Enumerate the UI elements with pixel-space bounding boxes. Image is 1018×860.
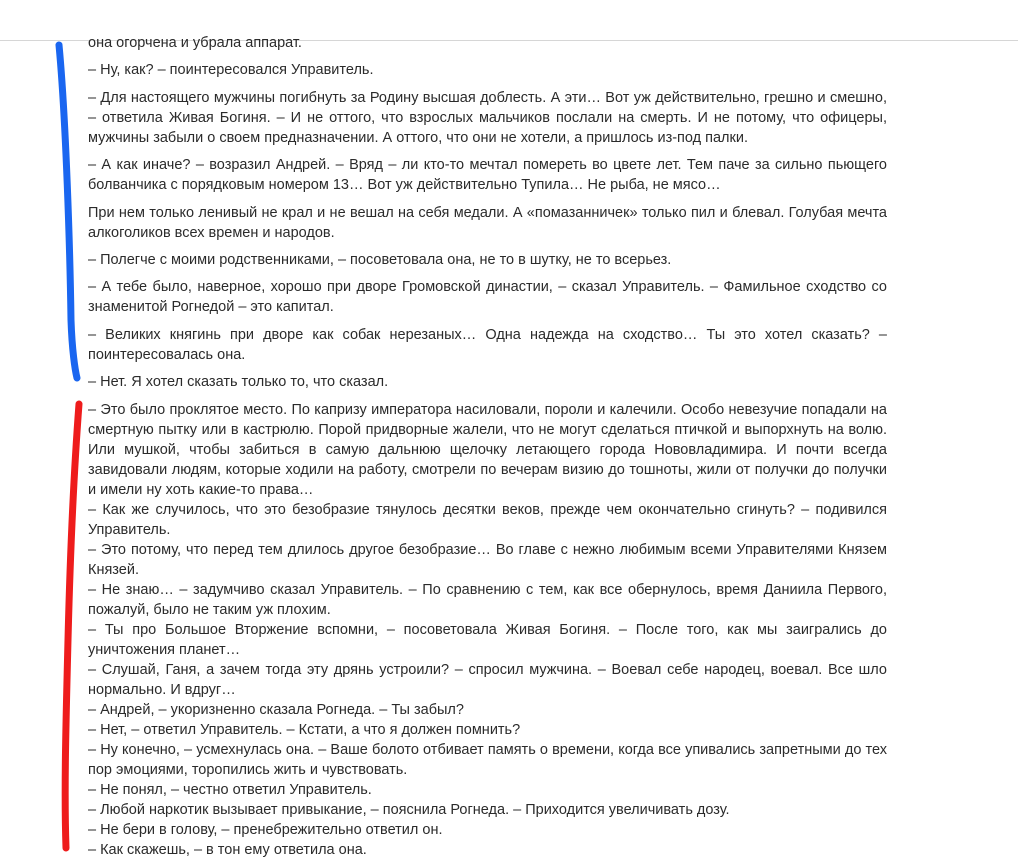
- paragraph: – Слушай, Ганя, а зачем тогда эту дрянь устроили? – спросил мужчина. – Воевал себе народец, воевал. Все шло нормально. И вдруг…: [88, 661, 887, 698]
- paragraph: – Это потому, что перед тем длилось другое безобразие… Во главе с нежно любимым всеми Управителями Князем Князей.: [88, 541, 887, 578]
- red-marker-line: [65, 404, 79, 848]
- paragraph: – Как же случилось, что это безобразие тянулось десятки веков, прежде чем окончательно сгинуть? – подивился Управитель.: [88, 501, 887, 538]
- paragraph: – Не бери в голову, – пренебрежительно ответил он.: [88, 821, 443, 838]
- paragraph: – Ты про Большое Вторжение вспомни, – посоветовала Живая Богиня. – После того, как мы заигрались до уничтожения планет…: [88, 621, 887, 658]
- lower-section: [88, 400, 887, 860]
- paragraph: она огорчена и убрала аппарат.: [88, 35, 302, 51]
- paragraph: – Не понял, – честно ответил Управитель.: [88, 781, 372, 798]
- upper-section: [88, 33, 887, 392]
- paragraph: – Андрей, – укоризненно сказала Рогнеда. – Ты забыл?: [88, 701, 464, 718]
- paragraph: При нем только ленивый не крал и не вешал на себя медали. А «помазанничек» только пил и блевал. Голубая мечта алкоголиков всех времен и народов.: [88, 204, 887, 241]
- document-text: [88, 33, 887, 860]
- paragraph: – Как скажешь, – в тон ему ответила она.: [88, 841, 367, 858]
- blue-marker-line: [59, 45, 77, 378]
- paragraph: – Полегче с моими родственниками, – посоветовала она, не то в шутку, не то всерьез.: [88, 251, 672, 268]
- paragraph: – Любой наркотик вызывает привыкание, – пояснила Рогнеда. – Приходится увеличивать дозу.: [88, 801, 730, 818]
- paragraph: – А тебе было, наверное, хорошо при дворе Громовской династии, – сказал Управитель. – Фамильное сходство со знаменитой Рогнедой – это капитал.: [88, 279, 887, 316]
- paragraph: – Ну, как? – поинтересовался Управитель.: [88, 62, 374, 79]
- paragraph: – Это было проклятое место. По капризу императора насиловали, пороли и калечили. Особо невезучие попадали на смертную пытку или в кастрюлю. Порой придворные жалели, что не могут сделаться птичкой и выпорхнуть на волю. Или мушкой, чтобы забиться в самую дальнюю щелочку летающего города Нововладимира. И почти всегда завидовали людям, которые ходили на работу, смотрели по вечерам визию до тошноты, жили от получки до получки и имели ну хоть какие-то права…: [88, 401, 887, 498]
- paragraph: – Не знаю… – задумчиво сказал Управитель. – По сравнению с тем, как все обернулось, время Даниила Первого, пожалуй, было не таким уж плохим.: [88, 581, 887, 618]
- paragraph: – Великих княгинь при дворе как собак нерезаных… Одна надежда на сходство… Ты это хотел сказать? – поинтересовалась она.: [88, 326, 887, 363]
- paragraph: – Нет, – ответил Управитель. – Кстати, а что я должен помнить?: [88, 721, 521, 738]
- paragraph: – Нет. Я хотел сказать только то, что сказал.: [88, 374, 389, 391]
- paragraph: – Ну конечно, – усмехнулась она. – Ваше болото отбивает память о времени, когда все упивались запретными до тех пор эмоциями, торопились жить и чувствовать.: [88, 741, 887, 778]
- paragraph: – А как иначе? – возразил Андрей. – Вряд – ли кто-то мечтал помереть во цвете лет. Тем паче за сильно пьющего болванчика с порядковым номером 13… Вот уж действительно Тупила… Не рыба, не мясо…: [88, 157, 887, 194]
- paragraph: – Для настоящего мужчины погибнуть за Родину высшая доблесть. А эти… Вот уж действительно, грешно и смешно, – ответила Живая Богиня. – И не оттого, что взрослых мальчиков послали на смерть. И не потому, что офицеры, мужчины забыли о своем предназначении. А оттого, что они не хотели, а пришлось из-под палки.: [88, 89, 887, 146]
